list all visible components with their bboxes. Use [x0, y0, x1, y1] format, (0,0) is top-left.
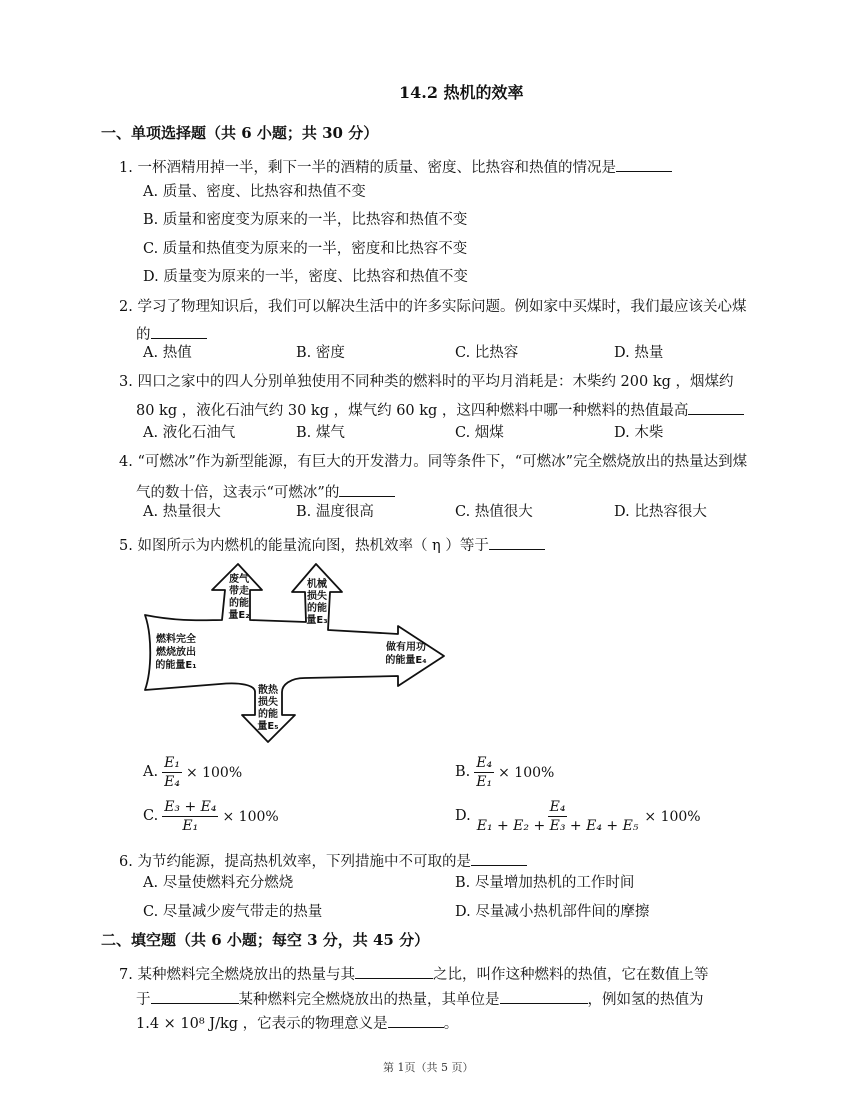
question-4-stem-line2: [136, 482, 395, 501]
fraction: [162, 799, 218, 834]
question-1-stem: [119, 157, 672, 176]
denominator: E₄: [164, 774, 180, 791]
option-label: B.: [455, 764, 471, 781]
numerator: E₃ + E₄: [162, 799, 218, 817]
denominator: E₁: [476, 774, 493, 791]
option-5a: [143, 755, 242, 790]
numerator: E₄: [474, 755, 494, 773]
question-4-text: 气的数十倍，这表示“可燃冰”的: [136, 485, 340, 501]
page-footer: 第 1页（共 5 页）: [383, 1061, 474, 1074]
option-6c: C. 尽量减少废气带走的热量: [143, 904, 323, 920]
option-5c: [143, 799, 279, 834]
option-2d: D. 热量: [614, 345, 664, 361]
question-2-stem-line1: 2. 学习了物理知识后，我们可以解决生活中的许多实际问题。例如家中买煤时，我们最应该关心煤: [119, 299, 747, 315]
question-5-stem: [119, 535, 545, 554]
numerator: E₄: [548, 799, 568, 817]
question-7-text: 7. 某种燃料完全燃烧放出的热量与其: [119, 967, 355, 983]
option-label: D.: [455, 808, 471, 825]
option-4a: A. 热量很大: [143, 504, 221, 520]
fraction: [162, 755, 182, 790]
question-7-text: 之比，叫作这种燃料的热值，它在数值上等: [432, 967, 709, 983]
answer-blank: [500, 989, 588, 1004]
question-7-line2: [136, 989, 704, 1008]
section-heading-choice: 一、单项选择题（共 6 小题；共 30 分）: [101, 124, 379, 142]
question-3-text: 80 kg ，液化石油气约 30 kg ，煤气约 60 kg ，这四种燃料中哪一种燃料的热值最高: [136, 403, 689, 419]
question-7-line1: [119, 964, 708, 983]
question-6-text: 6. 为节约能源，提高热机效率，下列措施中不可取的是: [119, 854, 471, 870]
input-label-2: 燃烧放出: [156, 647, 196, 658]
mech-label-2: 损失: [307, 591, 327, 602]
option-6a: A. 尽量使燃料充分燃烧: [143, 875, 294, 891]
percent-factor: × 100%: [644, 808, 701, 825]
option-4b: B. 温度很高: [296, 504, 374, 520]
option-3b: B. 煤气: [296, 425, 345, 441]
question-4-stem-line1: 4. “可燃冰”作为新型能源，有巨大的开发潜力。同等条件下，“可燃冰”完全燃烧放出的热量达到煤: [119, 454, 748, 470]
question-7-text: 于: [136, 992, 151, 1008]
denominator: E₁ + E₂ + E₃ + E₄ + E₅: [476, 818, 639, 835]
percent-factor: × 100%: [185, 764, 243, 781]
heat-label-2: 损失: [258, 697, 278, 708]
question-3-stem-line1: 3. 四口之家中的四人分别单独使用不同种类的燃料时的平均月消耗是：木柴约 200 kg ，烟煤约: [119, 374, 734, 390]
option-2a: A. 热值: [143, 345, 192, 361]
mech-label-4: 量E₃: [306, 615, 328, 626]
option-3c: C. 烟煤: [455, 425, 504, 441]
option-5d: [455, 799, 701, 834]
option-5b: [455, 755, 554, 790]
question-1-text: 1. 一杯酒精用掉一半，剩下一半的酒精的质量、密度、比热容和热值的情况是: [119, 160, 616, 176]
option-1b: B. 质量和密度变为原来的一半，比热容和热值不变: [143, 212, 468, 228]
section-heading-fill: 二、填空题（共 6 小题；每空 3 分，共 45 分）: [101, 931, 430, 949]
page-title: 14.2 热机的效率: [399, 83, 524, 102]
fraction: [475, 799, 641, 834]
heat-label-1: 散热: [258, 685, 278, 696]
heat-label-4: 量E₅: [257, 721, 279, 732]
option-label: A.: [143, 764, 159, 781]
option-4c: C. 热值很大: [455, 504, 533, 520]
answer-blank: [151, 324, 207, 339]
option-2c: C. 比热容: [455, 345, 519, 361]
question-7-text: ，例如氢的热值为: [587, 992, 704, 1008]
answer-blank: [151, 989, 239, 1004]
option-3a: A. 液化石油气: [143, 425, 236, 441]
input-label-1: 燃料完全: [156, 634, 196, 645]
answer-blank: [471, 851, 527, 866]
useful-label-1: 做有用功: [386, 642, 426, 653]
option-6d: D. 尽量减小热机部件间的摩擦: [455, 904, 650, 920]
exhaust-label-2: 带走: [229, 586, 249, 597]
option-1c: C. 质量和热值变为原来的一半，密度和比热容不变: [143, 241, 468, 257]
question-7-text: 1.4 × 10⁸ J/kg ，它表示的物理意义是: [136, 1016, 388, 1032]
answer-blank: [616, 157, 672, 172]
answer-blank: [339, 482, 395, 497]
exhaust-label-1: 废气: [229, 574, 249, 585]
energy-flow-diagram: [140, 560, 450, 750]
mech-label-1: 机械: [307, 579, 327, 590]
exhaust-label-4: 量E₂: [228, 610, 250, 621]
question-2-text: 的: [136, 327, 151, 343]
numerator: E₁: [162, 755, 182, 773]
input-label-3: 的能量E₁: [155, 660, 197, 671]
option-1a: A. 质量、密度、比热容和热值不变: [143, 184, 366, 200]
answer-blank: [688, 400, 744, 415]
option-6b: B. 尽量增加热机的工作时间: [455, 875, 635, 891]
answer-blank: [355, 964, 433, 979]
question-6-stem: [119, 851, 527, 870]
exhaust-label-3: 的能: [229, 598, 249, 609]
question-7-text: 某种燃料完全燃烧放出的热量，其单位是: [238, 992, 500, 1008]
option-3d: D. 木柴: [614, 425, 664, 441]
question-7-text: 。: [443, 1016, 459, 1032]
option-4d: D. 比热容很大: [614, 504, 707, 520]
answer-blank: [489, 535, 545, 550]
fraction: [474, 755, 494, 790]
question-2-stem-line2: [136, 324, 207, 343]
option-1d: D. 质量变为原来的一半，密度、比热容和热值不变: [143, 269, 468, 285]
mech-label-3: 的能: [307, 603, 327, 614]
question-5-text: 5. 如图所示为内燃机的能量流向图，热机效率（ η ）等于: [119, 538, 489, 554]
option-2b: B. 密度: [296, 345, 345, 361]
percent-factor: × 100%: [498, 764, 555, 781]
percent-factor: × 100%: [222, 808, 279, 825]
question-3-stem-line2: [136, 400, 744, 419]
heat-label-3: 的能: [258, 709, 278, 720]
question-7-line3: [136, 1013, 458, 1032]
option-label: C.: [143, 808, 159, 825]
denominator: E₁: [182, 818, 199, 835]
useful-label-2: 的能量E₄: [385, 655, 427, 666]
answer-blank: [388, 1013, 444, 1028]
